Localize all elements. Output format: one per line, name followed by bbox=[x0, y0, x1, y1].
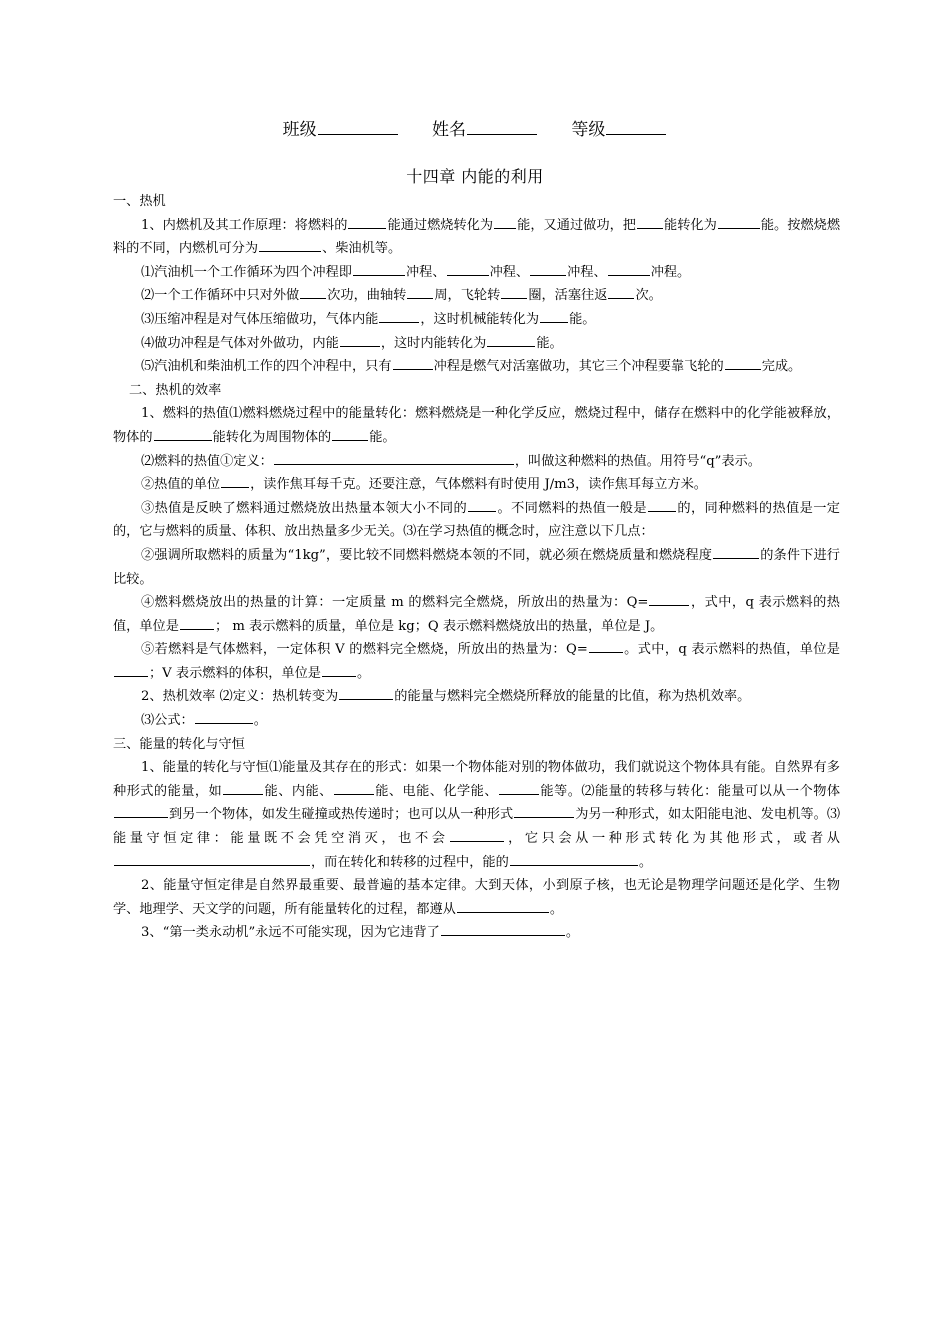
text: 到另一个物体，如发生碰撞或热传递时；也可以从一种形式 bbox=[169, 807, 514, 823]
text: 、柴油机等。 bbox=[322, 241, 402, 257]
fill-blank[interactable] bbox=[608, 262, 650, 276]
text: 为另一种形式，如太阳能电池、发电机等。⑶能量守恒定律：能量既不会凭空消灭，也不会 bbox=[113, 807, 841, 847]
text: ②热值的单位 bbox=[141, 477, 221, 493]
fill-blank[interactable] bbox=[487, 333, 535, 347]
text: 能转化为周围物体的 bbox=[212, 429, 332, 445]
section-heading-heat-engine: 一、热机 bbox=[113, 194, 166, 209]
text: ⑸汽油机和柴油机工作的四个冲程中，只有 bbox=[141, 359, 392, 375]
fill-blank[interactable] bbox=[114, 804, 168, 818]
fill-blank[interactable] bbox=[637, 215, 663, 229]
fill-blank[interactable] bbox=[154, 427, 212, 441]
text: 周，飞轮转 bbox=[434, 288, 501, 304]
fill-blank[interactable] bbox=[501, 285, 527, 299]
section-heading-energy-conservation: 三、能量的转化与守恒 bbox=[113, 736, 245, 752]
fill-blank[interactable] bbox=[340, 333, 380, 347]
text: 冲程、 bbox=[489, 264, 530, 280]
section-heading-efficiency: 二、热机的效率 bbox=[129, 382, 222, 398]
fill-blank[interactable] bbox=[713, 545, 759, 559]
fill-blank[interactable] bbox=[514, 804, 574, 818]
fill-blank[interactable] bbox=[332, 427, 368, 441]
fill-blank[interactable] bbox=[718, 215, 760, 229]
fill-blank[interactable] bbox=[180, 616, 214, 630]
name-field bbox=[432, 115, 538, 140]
fill-blank[interactable] bbox=[494, 215, 516, 229]
text: ⑶压缩冲程是对气体压缩做功，气体内能 bbox=[141, 311, 379, 327]
s2-paragraph-9 bbox=[113, 709, 840, 733]
text: 3、“第一类永动机”永远不可能实现，因为它违背了 bbox=[141, 925, 440, 941]
fill-blank[interactable] bbox=[322, 663, 356, 677]
worksheet-content bbox=[113, 190, 840, 945]
text: 。式中，q 表示燃料的热值，单位是 bbox=[623, 642, 840, 658]
text: 能转化为 bbox=[663, 217, 717, 233]
s1-paragraph-4 bbox=[113, 308, 840, 332]
fill-blank[interactable] bbox=[608, 285, 634, 299]
s2-paragraph-6 bbox=[113, 591, 840, 638]
text: 能、内能、 bbox=[264, 783, 333, 799]
text: 。 bbox=[565, 925, 579, 941]
text: ⑷做功冲程是气体对外做功，内能 bbox=[141, 335, 339, 351]
student-info-header bbox=[0, 115, 950, 140]
s1-paragraph-5 bbox=[113, 332, 840, 356]
fill-blank[interactable] bbox=[300, 285, 326, 299]
text: ③热值是反映了燃料通过燃烧放出热量本领大小不同的 bbox=[141, 500, 468, 516]
text: 能。 bbox=[569, 311, 596, 327]
text: 。 bbox=[253, 713, 267, 729]
text: 能。 bbox=[536, 335, 563, 351]
fill-blank[interactable] bbox=[540, 309, 568, 323]
text: ⑵燃料的热值①定义： bbox=[141, 453, 273, 469]
fill-blank[interactable] bbox=[393, 356, 433, 370]
s2-paragraph-1 bbox=[113, 402, 840, 449]
s2-paragraph-7 bbox=[113, 638, 840, 685]
text: ，而在转化和转移的过程中，能的 bbox=[311, 854, 509, 870]
text: 圈，活塞往返 bbox=[528, 288, 608, 304]
class-label: 班级 bbox=[282, 120, 317, 140]
text: 冲程、 bbox=[567, 264, 607, 280]
chapter-title: 十四章 内能的利用 bbox=[406, 167, 544, 186]
fill-blank[interactable] bbox=[447, 262, 489, 276]
text: ，式中，q 表示燃料的热值，单位是 bbox=[113, 595, 840, 634]
fill-blank[interactable] bbox=[334, 781, 374, 795]
name-label: 姓名 bbox=[432, 120, 466, 140]
text: 。 bbox=[356, 665, 371, 681]
s2-paragraph-8 bbox=[113, 685, 840, 709]
text: ，读作焦耳每千克。还要注意，气体燃料有时使用 J/m3，读作焦耳每立方米。 bbox=[250, 477, 707, 493]
fill-blank[interactable] bbox=[457, 899, 549, 913]
text: 1、燃料的热值⑴燃料燃烧过程中的能量转化：燃料燃烧是一种化学反应，燃烧过程中，储存在燃料中的化学能被释放，物体的 bbox=[113, 406, 840, 445]
text: 1、内燃机及其工作原理：将燃料的 bbox=[141, 217, 348, 233]
s1-paragraph-2 bbox=[113, 261, 840, 285]
fill-blank[interactable] bbox=[407, 285, 433, 299]
s2-paragraph-4 bbox=[113, 497, 840, 544]
text: ②强调所取燃料的质量为“1kg”，要比较不同燃料燃烧本领的不同，就必须在燃烧质量和燃烧程度 bbox=[141, 547, 713, 563]
text: 。 bbox=[638, 854, 652, 870]
s3-paragraph-3 bbox=[113, 921, 840, 945]
fill-blank[interactable] bbox=[648, 498, 676, 512]
text: ，这时机械能转化为 bbox=[420, 311, 540, 327]
text: 的条件下进行比较。 bbox=[113, 547, 840, 587]
fill-blank[interactable] bbox=[649, 592, 689, 606]
fill-blank[interactable] bbox=[195, 710, 253, 724]
grade-field bbox=[571, 115, 667, 140]
text: 能通过燃烧转化为 bbox=[387, 217, 494, 233]
s3-paragraph-1 bbox=[113, 756, 840, 874]
fill-blank[interactable] bbox=[510, 852, 638, 866]
text: ⑤若燃料是气体燃料，一定体积 V 的燃料完全燃烧，所放出的热量为：Q= bbox=[141, 642, 588, 658]
grade-blank[interactable] bbox=[606, 118, 666, 135]
text: 能、电能、化学能、 bbox=[374, 783, 498, 799]
fill-blank[interactable] bbox=[114, 852, 310, 866]
text: ； m 表示燃料的质量，单位是 kg；Q 表示燃料燃烧放出的热量，单位是 J。 bbox=[214, 618, 664, 634]
text: ，这时内能转化为 bbox=[380, 335, 487, 351]
fill-blank[interactable] bbox=[259, 238, 321, 252]
text: 能。按燃烧燃料的不同，内燃机可分为 bbox=[113, 217, 841, 257]
fill-blank[interactable] bbox=[530, 262, 566, 276]
text: ⑶公式： bbox=[141, 713, 194, 729]
name-blank[interactable] bbox=[467, 118, 537, 135]
text: 2、能量守恒定律是自然界最重要、最普遍的基本定律。大到天体，小到原子核，也无论是物理学问题还是化学、生物学、地理学、天文学的问题，所有能量转化的过程，都遵从 bbox=[113, 878, 840, 917]
fill-blank[interactable] bbox=[589, 639, 623, 653]
text: 。 bbox=[549, 901, 564, 917]
text: 冲程是燃气对活塞做功，其它三个冲程要靠飞轮的 bbox=[433, 359, 724, 375]
text: 冲程。 bbox=[650, 264, 691, 280]
text: 冲程、 bbox=[406, 264, 446, 280]
text: ，叫做这种燃料的热值。用符号“q”表示。 bbox=[514, 453, 761, 469]
text: 2、热机效率 ⑵定义：热机转变为 bbox=[141, 689, 339, 705]
text: 次功，曲轴转 bbox=[327, 288, 407, 304]
fill-blank[interactable] bbox=[450, 828, 504, 842]
text: 能。 bbox=[369, 429, 396, 445]
text: 能等。⑵能量的转移与转化：能量可以从一个物体 bbox=[539, 783, 841, 799]
text: 完成。 bbox=[761, 359, 802, 375]
s2-paragraph-3 bbox=[113, 473, 840, 497]
fill-blank[interactable] bbox=[468, 498, 496, 512]
fill-blank[interactable] bbox=[379, 309, 419, 323]
text: ⑴汽油机一个工作循环为四个冲程即 bbox=[141, 264, 352, 280]
text: 能，又通过做功，把 bbox=[517, 217, 636, 233]
text: ；V 表示燃料的体积，单位是 bbox=[149, 665, 321, 681]
fill-blank[interactable] bbox=[274, 451, 514, 465]
fill-blank[interactable] bbox=[223, 781, 263, 795]
s2-paragraph-2 bbox=[113, 450, 840, 474]
text: 次。 bbox=[635, 288, 662, 304]
s3-paragraph-2 bbox=[113, 874, 840, 921]
s1-paragraph-6 bbox=[113, 355, 840, 379]
class-field bbox=[283, 115, 399, 140]
text: ⑵一个工作循环中只对外做 bbox=[141, 288, 300, 304]
class-blank[interactable] bbox=[318, 118, 398, 135]
fill-blank[interactable] bbox=[339, 686, 393, 700]
text: ④燃料燃烧放出的热量的计算：一定质量 m 的燃料完全燃烧，所放出的热量为：Q= bbox=[141, 595, 649, 611]
text: 的能量与燃料完全燃烧所释放的能量的比值，称为热机效率。 bbox=[394, 689, 751, 705]
fill-blank[interactable] bbox=[114, 663, 148, 677]
fill-blank[interactable] bbox=[499, 781, 539, 795]
fill-blank[interactable] bbox=[221, 474, 249, 488]
text: 的，同种燃料的热值是一定的，它与燃料的质量、体积、放出热量多少无关。⑶在学习热值的概念时，应注意以下几点： bbox=[113, 500, 840, 540]
fill-blank[interactable] bbox=[725, 356, 761, 370]
s2-paragraph-5 bbox=[113, 544, 840, 591]
text: ，它只会从一种形式转化为其他形式，或者从 bbox=[504, 831, 840, 847]
text: 1、能量的转化与守恒⑴能量及其存在的形式：如果一个物体能对别的物体做功，我们就说这个物体具有能。自然界有多种形式的能量，如 bbox=[113, 760, 840, 799]
s1-paragraph-1 bbox=[113, 214, 840, 261]
fill-blank[interactable] bbox=[348, 215, 386, 229]
text: 。不同燃料的热值一般是 bbox=[497, 500, 647, 516]
fill-blank[interactable] bbox=[353, 262, 405, 276]
grade-label: 等级 bbox=[571, 120, 606, 140]
s1-paragraph-3 bbox=[113, 284, 840, 308]
fill-blank[interactable] bbox=[441, 922, 565, 936]
